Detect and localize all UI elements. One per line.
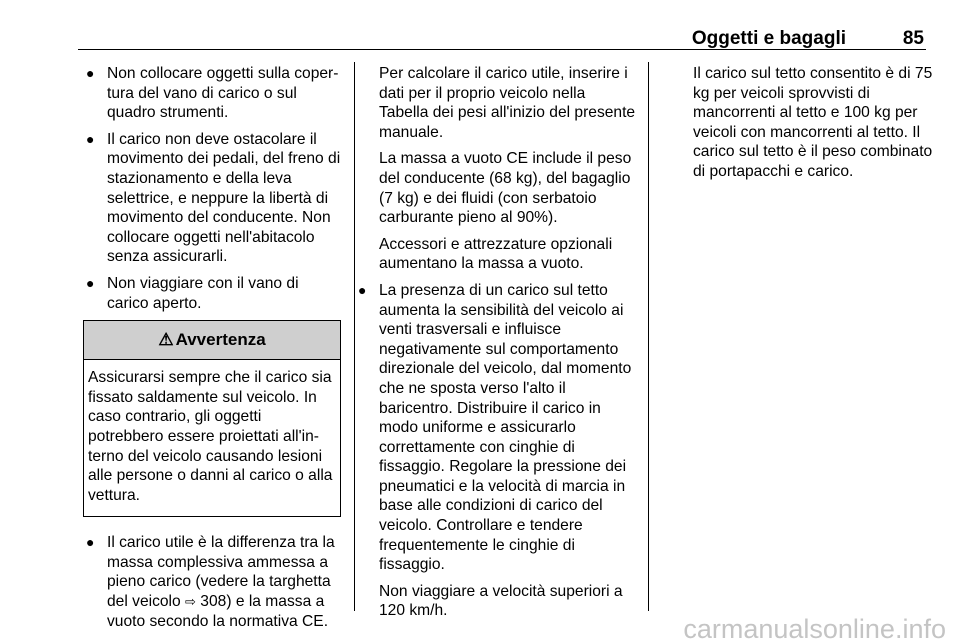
header-rule <box>78 49 926 50</box>
page-reference-arrow-icon: ⇨ <box>185 594 196 610</box>
list-item: ● Non collocare oggetti sulla copertura del vano di carico o sul quadro strumenti. <box>86 65 339 122</box>
bullet-icon: ● <box>86 534 95 551</box>
bullet-icon: ● <box>86 274 95 291</box>
bullet-icon: ● <box>86 130 95 147</box>
section-title: Oggetti e bagagli <box>691 28 846 49</box>
paragraph: La massa a vuoto CE include il peso del conducente (68 kg), del bagaglio (7 kg) e dei fluidi (con serbatoio carburante pieno al 90%). <box>379 150 632 227</box>
list-item: ● Il carico utile è la differenza tra la massa complessiva ammessa a pieno carico (vedere la targhetta del veicolo ⇨ 308) e la massa a vuoto secondo la normativa CE. <box>86 534 335 630</box>
column-2 <box>358 64 637 628</box>
page-number: 85 <box>902 28 924 49</box>
paragraph: Accessori e attrezzature opzionali aumentano la massa a vuoto. <box>379 235 613 273</box>
paragraph: Il carico sul tetto consentito è di 75 kg per veicoli sprovvisti di mancorrenti al tetto e 100 kg per veicoli con mancorrenti al tetto. Il carico sul tetto è il peso combinato di portapacchi e carico. <box>693 65 933 180</box>
list-item: ● Il carico non deve ostacolare il movimento dei pedali, del freno di stazionamento e della leva selettrice, e neppure la libertà di movimento del conducente. Non collocare oggetti nell'abitacolo senza assicurarli. <box>86 130 341 266</box>
bullet-icon: ● <box>358 281 367 298</box>
list-item: ● La presenza di un carico sul tetto aumenta la sensibilità del veicolo ai venti trasversali e influisce negativamente sul comportamento direzionale del veicolo, dal momento che ne sposta verso l'alto il baricentro. Distribuire il carico in modo uniforme e assicurarlo correttamente con cinghie di fissaggio. Regolare la pressione dei pneumatici e la velocità di marcia in base alle condizioni di carico del veicolo. Controllare e tendere frequentemente le cinghie di fissaggio. Non viaggiare a velocità superiori a 120 km/h. <box>355 281 637 621</box>
paragraph: Non viaggiare a velocità superiori a 120 km/h. <box>379 582 623 620</box>
list-item: ● Non viaggiare con il vano di carico aperto. <box>86 274 299 312</box>
page-header <box>78 26 926 50</box>
bullet-icon: ● <box>86 65 95 81</box>
column-1 <box>83 64 341 638</box>
warning-body: Assicurarsi sempre che il carico sia fissato saldamente sul veicolo. In caso contrario, gli oggetti potrebbero essere proiettati all'interno del veicolo causando lesioni alle persone o danni al carico o alla vettura. <box>88 369 333 504</box>
warning-header <box>84 321 340 360</box>
page-reference[interactable]: 308 <box>200 593 227 611</box>
column-3 <box>693 64 933 189</box>
warning-title: Avvertenza <box>175 330 266 350</box>
paragraph: Per calcolare il carico utile, inserire i dati per il proprio veicolo nella Tabella dei pesi all'inizio del presente manuale. <box>379 65 636 141</box>
warning-box <box>83 320 341 517</box>
watermark: carmanualsonline.info <box>683 614 946 642</box>
warning-triangle-icon: ⚠ <box>158 330 174 350</box>
column-divider-2 <box>648 62 649 611</box>
